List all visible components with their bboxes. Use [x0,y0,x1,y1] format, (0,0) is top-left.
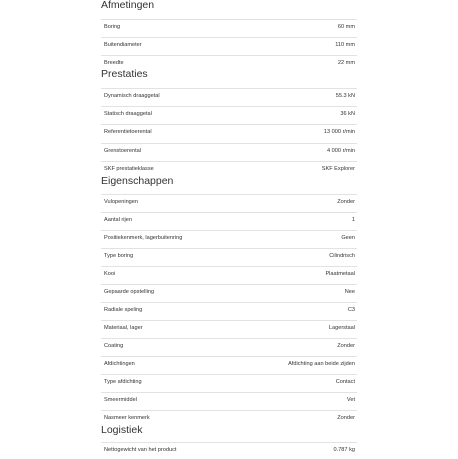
spec-row-type-boring [101,248,357,265]
spec-label: SKF prestatieklasse [104,166,154,172]
spec-label: Dynamisch draaggetal [104,93,160,99]
spec-row-grenstoerental [101,143,357,160]
spec-value: Plaatmetaal [325,271,355,277]
spec-value: 4 000 r/min [327,148,355,154]
spec-value: 1 [351,217,355,223]
spec-label: Nasmeer kenmerk [104,415,150,421]
spec-label: Positiekenmerk, lagerbuitenring [104,235,183,241]
spec-label: Grenstoerental [104,148,142,154]
spec-value: Zonder [337,199,355,205]
spec-value: Lagerstaal [328,325,355,331]
spec-row-smeermiddel [101,392,357,409]
spec-value: Afdichting aan beide zijden [288,361,355,367]
spec-row-afdichtingen [101,356,357,373]
spec-value: SKF Explorer [321,166,355,172]
spec-label: Gepaarde opstelling [104,289,155,295]
spec-value: 0.787 kg [333,447,355,453]
spec-label: Kooi [104,271,116,277]
spec-row-kooi [101,266,357,283]
spec-label: Radiale speling [104,307,143,313]
spec-label: Type afdichting [104,379,142,385]
spec-label: Statisch draaggetal [104,111,152,117]
spec-label: Materiaal, lager [104,325,143,331]
spec-label: Afdichtingen [104,361,135,367]
spec-value: Nee [344,289,355,295]
spec-label: Boring [104,24,121,30]
spec-label: Smeermiddel [104,397,137,403]
spec-label: Aantal rijen [104,217,132,223]
spec-value: Zonder [337,415,355,421]
spec-row-boring [101,19,357,36]
spec-row-gepaarde-opstelling [101,284,357,301]
spec-label: Buitendiameter [104,42,142,48]
spec-value: 60 mm [337,24,355,30]
spec-row-materiaal-lager [101,320,357,337]
spec-label: Vulopeningen [104,199,139,205]
spec-row-statisch-draaggetal [101,106,357,123]
spec-value: 110 mm [335,42,355,48]
spec-row-nettogewicht [101,442,357,459]
spec-label: Breedte [104,60,124,66]
spec-label: Coating [104,343,124,349]
spec-row-buitendiameter [101,37,357,54]
spec-value: 22 mm [337,60,355,66]
spec-value: 55.3 kN [335,93,355,99]
spec-value: Geen [341,235,355,241]
spec-value: Zonder [337,343,355,349]
section-title-afmetingen: Afmetingen [101,0,155,11]
spec-value: Cilindrisch [329,253,355,259]
section-title-prestaties: Prestaties [101,68,148,80]
spec-row-vulopeningen [101,194,357,211]
spec-label: Nettogewicht van het product [104,447,177,453]
section-title-eigenschappen: Eigenschappen [101,175,174,187]
spec-label: Type boring [104,253,134,259]
spec-row-referentietoerental [101,124,357,141]
spec-value: Contact [335,379,355,385]
spec-row-aantal-rijen [101,212,357,229]
spec-value: 36 kN [340,111,355,117]
spec-row-coating [101,338,357,355]
spec-value: 13 000 r/min [323,129,355,135]
spec-label: Referentietoerental [104,129,152,135]
spec-value: C3 [347,307,355,313]
spec-row-positiekenmerk [101,230,357,247]
section-title-logistiek: Logistiek [101,424,143,436]
spec-row-dynamisch-draaggetal [101,88,357,105]
spec-value: Vet [346,397,355,403]
spec-row-type-afdichting [101,374,357,391]
spec-row-radiale-speling [101,302,357,319]
